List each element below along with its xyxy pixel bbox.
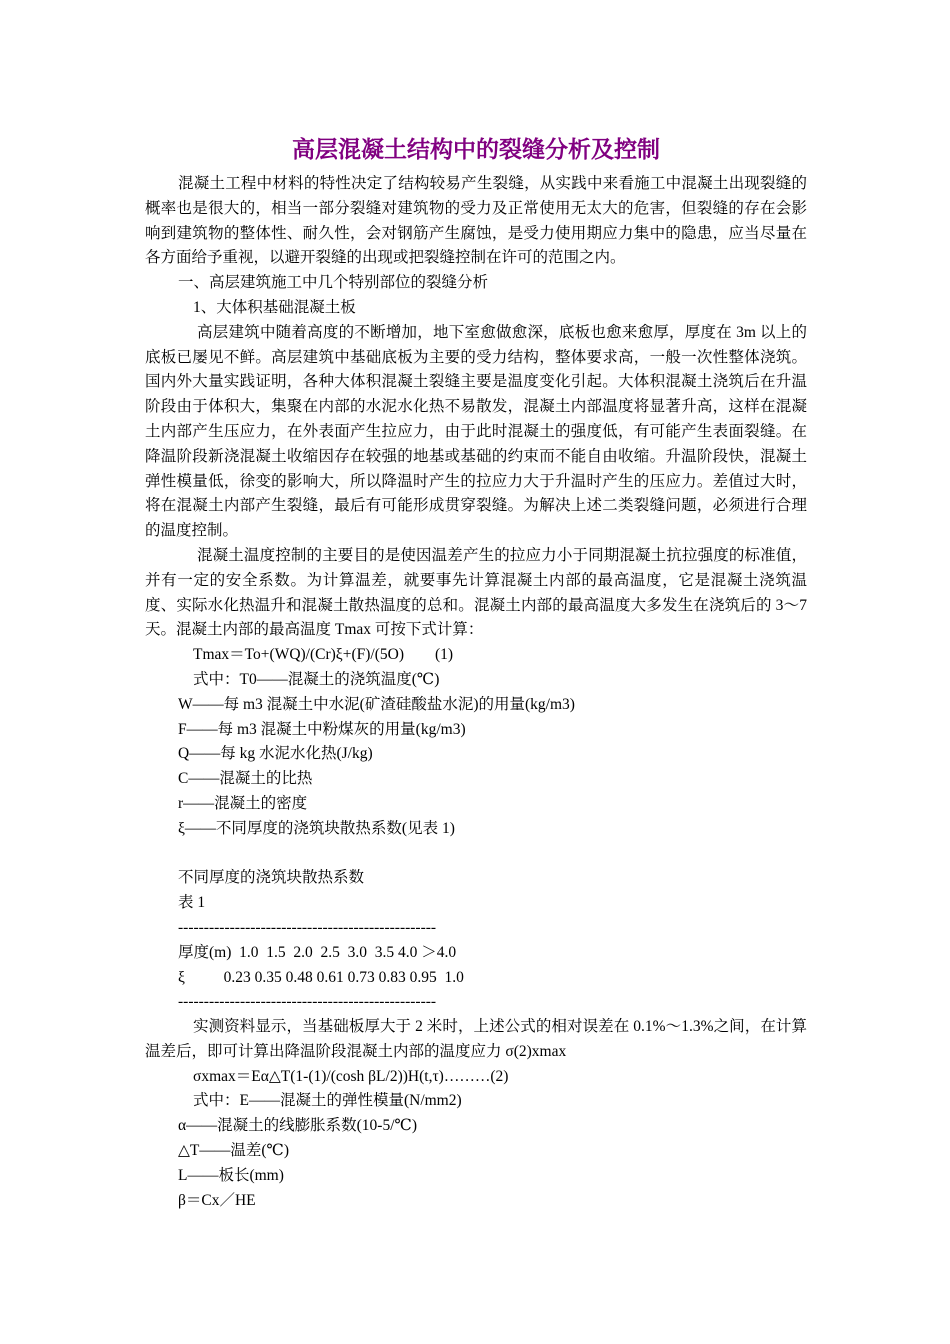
document-page: [145, 128, 811, 1213]
table-rule-top: --------------------------------------------------: [178, 918, 437, 936]
definition-line: F——每 m3 混凝土中粉煤灰的用量(kg/m3): [178, 720, 466, 738]
formula-1-where: 式中：T0——混凝土的浇筑温度(℃): [193, 670, 440, 688]
definition-line: Q——每 kg 水泥水化热(J/kg): [178, 745, 373, 763]
table-caption: 不同厚度的浇筑块散热系数: [178, 869, 365, 887]
body-paragraph-2: 混凝土温度控制的主要目的是使因温差产生的拉应力小于同期混凝土抗拉强度的标准值，并有一定的安全系数。为计算温差，就要事先计算混凝土内部的最高温度，它是混凝土浇筑温度、实际水化热温升和混凝土散热温度的总和。混凝土内部的最高温度大多发生在浇筑后的 3～7 天。混凝土内部的最高温度 Tmax 可按下式计算：: [145, 546, 811, 639]
definition-line: ξ——不同厚度的浇筑块散热系数(见表 1): [178, 819, 455, 837]
subsection-heading: 1、大体积基础混凝土板: [193, 298, 356, 316]
table-row-coefficient: ξ 0.23 0.35 0.48 0.61 0.73 0.83 0.95 1.0: [178, 968, 464, 986]
body-paragraph-3: 实测资料显示，当基础板厚大于 2 米时，上述公式的相对误差在 0.1%～1.3%之间，在计算温差后，即可计算出降温阶段混凝土内部的温度应力 σ(2)xmax: [145, 1018, 807, 1060]
definition-line: W——每 m3 混凝土中水泥(矿渣硅酸盐水泥)的用量(kg/m3): [178, 695, 575, 713]
formula-2: σxmax＝Eα△T(1-(1)/(cosh βL/2))H(t,τ)………(2): [193, 1067, 509, 1085]
intro-paragraph: 混凝土工程中材料的特性决定了结构较易产生裂缝，从实践中来看施工中混凝土出现裂缝的概率也是很大的，相当一部分裂缝对建筑物的受力及正常使用无太大的危害，但裂缝的存在会影响到建筑物的整体性、耐久性，会对钢筋产生腐蚀，是受力使用期应力集中的隐患，应当尽量在各方面给予重视，以避开裂缝的出现或把裂缝控制在许可的范围之内。: [145, 175, 807, 267]
body-paragraph-1: 高层建筑中随着高度的不断增加，地下室愈做愈深，底板也愈来愈厚，厚度在 3m 以上的底板已屡见不鲜。高层建筑中基础底板为主要的受力结构，整体要求高，一般一次性整体浇筑。国内外大量实践证明，各种大体积混凝土裂缝主要是温度变化引起。大体积混凝土浇筑后在升温阶段由于体积大，集聚在内部的水泥水化热不易散发，混凝土内部温度将显著升高，这样在混凝土内部产生压应力，在外表面产生拉应力，由于此时混凝土的强度低，有可能产生表面裂缝。在降温阶段新浇混凝土收缩因存在较强的地基或基础的约束而不能自由收缩。升温阶段快，混凝土弹性模量低，徐变的影响大，所以降温时产生的拉应力大于升温时产生的压应力。差值过大时，将在混凝土内部产生裂缝，最后有可能形成贯穿裂缝。为解决上述二类裂缝问题，必须进行合理的温度控制。: [145, 323, 807, 540]
formula-1: Tmax＝To+(WQ)/(Cr)ξ+(F)/(5O) (1): [193, 646, 454, 664]
section-heading: 一、高层建筑施工中几个特别部位的裂缝分析: [178, 274, 489, 292]
definition-line: β＝Cx／HE: [178, 1191, 256, 1209]
formula-2-where: 式中：E——混凝土的弹性模量(N/mm2): [193, 1092, 462, 1110]
table-rule-bottom: --------------------------------------------------: [178, 993, 437, 1011]
definition-line: C——混凝土的比热: [178, 770, 313, 788]
definition-line: r——混凝土的密度: [178, 794, 308, 812]
blank-line: [145, 842, 807, 867]
document-title: 高层混凝土结构中的裂缝分析及控制: [292, 137, 660, 163]
definition-line: L——板长(mm): [178, 1166, 284, 1184]
table-label: 表 1: [178, 894, 206, 912]
table-row-thickness: 厚度(m) 1.0 1.5 2.0 2.5 3.0 3.5 4.0 ＞4.0: [178, 943, 457, 961]
definition-line: △T——温差(℃): [178, 1142, 290, 1160]
definition-line: α——混凝土的线膨胀系数(10-5/℃): [178, 1117, 418, 1135]
